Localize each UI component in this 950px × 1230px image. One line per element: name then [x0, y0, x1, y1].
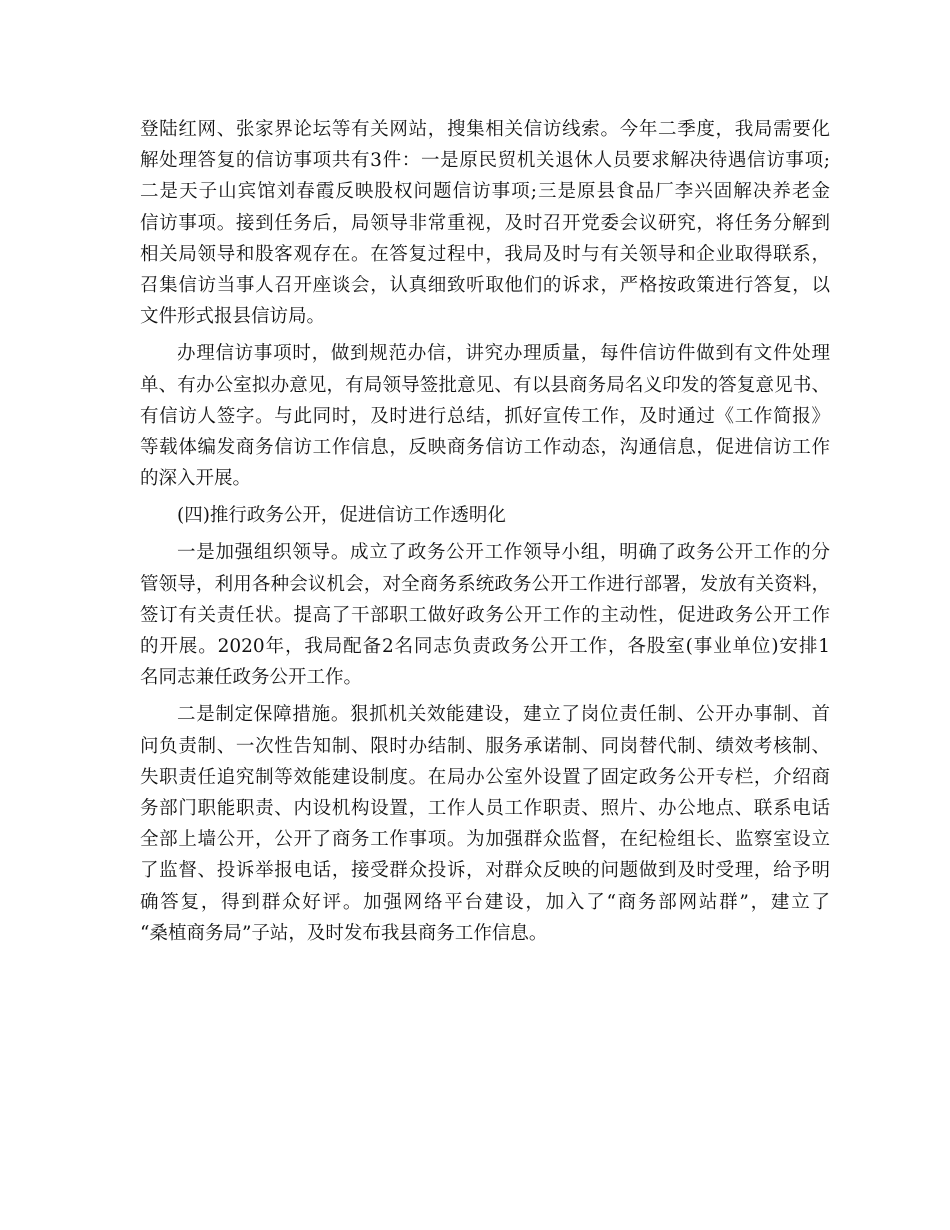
- section-heading-text: (四)推行政务公开，促进信访工作透明化: [177, 505, 506, 527]
- text-line: 单、有办公室拟办意见，有局领导签批意见、有以县商务局名义印发的答复意见书、: [140, 374, 830, 396]
- text-line: 一是加强组织领导。成立了政务公开工作领导小组，明确了政务公开工作的分: [177, 542, 830, 564]
- text-line: 的深入开展。: [140, 468, 252, 490]
- text-line: 信访事项。接到任务后，局领导非常重视，及时召开党委会议研究，将任务分解到: [140, 212, 830, 234]
- text-line: 文件形式报县信访局。: [140, 306, 326, 328]
- text-line: 召集信访当事人召开座谈会，认真细致听取他们的诉求，严格按政策进行答复，以: [140, 274, 830, 296]
- text-line: 了监督、投诉举报电话，接受群众投诉，对群众反映的问题做到及时受理，给予明: [140, 860, 830, 882]
- text-line: 问负责制、一次性告知制、限时办结制、服务承诺制、同岗替代制、绩效考核制、: [140, 735, 830, 757]
- text-line: 确答复，得到群众好评。加强网络平台建设，加入了“商务部网站群”，建立了: [140, 891, 830, 913]
- text-line: 名同志兼任政务公开工作。: [140, 667, 363, 689]
- text-line: 相关局领导和股客观存在。在答复过程中，我局及时与有关领导和企业取得联系，: [140, 243, 830, 265]
- text-line: 二是制定保障措施。狠抓机关效能建设，建立了岗位责任制、公开办事制、首: [177, 704, 830, 726]
- text-line: 二是天子山宾馆刘春霞反映股权问题信访事项;三是原县食品厂李兴固解决养老金: [140, 181, 830, 203]
- paragraph-handling-standards: [140, 338, 830, 494]
- text-line: “桑植商务局”子站，及时发布我县商务工作信息。: [140, 922, 548, 944]
- section-heading: [140, 500, 830, 531]
- text-line: 解处理答复的信访事项共有3件：一是原民贸机关退休人员要求解决待遇信访事项;: [140, 150, 830, 172]
- text-line: 的开展。2020年，我局配备2名同志负责政务公开工作，各股室(事业单位)安排1: [140, 636, 830, 657]
- document-body: [140, 114, 830, 949]
- text-line: 务部门职能职责、内设机构设置，工作人员工作职责、照片、办公地点、联系电话: [140, 797, 830, 819]
- text-line: 登陆红网、张家界论坛等有关网站，搜集相关信访线索。今年二季度，我局需要化: [140, 119, 830, 140]
- text-line: 全部上墙公开，公开了商务工作事项。为加强群众监督，在纪检组长、监察室设立: [140, 829, 830, 851]
- paragraph-petition-items: [140, 114, 830, 332]
- text-line: 有信访人签字。与此同时，及时进行总结，抓好宣传工作，及时通过《工作简报》: [140, 405, 830, 427]
- text-line: 失职责任追究制等效能建设制度。在局办公室外设置了固定政务公开专栏，介绍商: [140, 766, 830, 788]
- text-line: 等载体编发商务信访工作信息，反映商务信访工作动态，沟通信息，促进信访工作: [140, 436, 830, 458]
- text-line: 管领导，利用各种会议机会，对全商务系统政务公开工作进行部署，发放有关资料，: [140, 573, 830, 595]
- paragraph-organization-leadership: [140, 537, 830, 693]
- text-line: 办理信访事项时，做到规范办信，讲究办理质量，每件信访件做到有文件处理: [177, 343, 830, 365]
- text-line: 签订有关责任状。提高了干部职工做好政务公开工作的主动性，促进政务公开工作: [140, 604, 830, 626]
- paragraph-safeguard-measures: [140, 699, 830, 949]
